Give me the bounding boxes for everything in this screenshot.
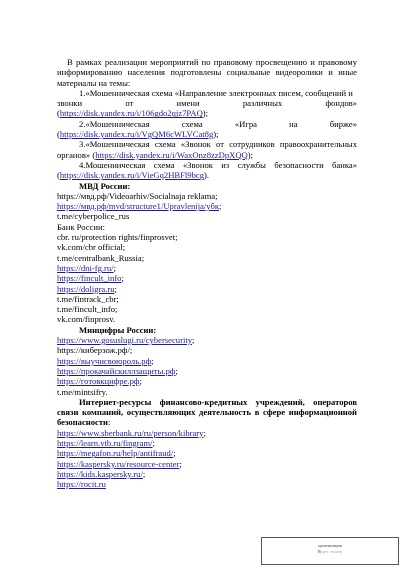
resource-suffix: ;: [192, 335, 195, 346]
resource-line: [57, 438, 357, 448]
resource-suffix: ;: [139, 376, 142, 387]
resource-line: [57, 284, 357, 294]
resource-link[interactable]: https://learn.vtb.ru/fingram/: [57, 437, 153, 448]
resource-line: [57, 263, 357, 273]
resource-line: [57, 242, 357, 252]
resource-link[interactable]: https://готовкцифре.рф: [57, 376, 140, 387]
resource-line: [57, 479, 357, 489]
resource-line: [57, 314, 357, 324]
item-1-line-1: 1.«Мошенническая схема «Направление электронных писем, сообщений и: [79, 87, 353, 98]
item-1-line-3: (https://disk.yandex.ru/i/106gdo2qjz7PAQ);: [57, 108, 209, 119]
resource-suffix: ;: [152, 437, 155, 448]
internet-list: [57, 428, 357, 490]
resource-link[interactable]: https://doligra.ru: [57, 283, 115, 294]
resource-suffix: ;: [203, 427, 206, 438]
resource-text: Банк России:: [57, 221, 105, 232]
resource-text: vk.com/finprosv.: [57, 314, 116, 325]
item-4-paragraph: 4.Мошенническая схема «Звонок из службы безопасности банка» (https://disk.yandex.ru/i/VieGq2HBFl9bcg).: [57, 159, 357, 181]
resource-link[interactable]: https://rocit.ru: [57, 479, 106, 490]
resource-line: [57, 211, 357, 221]
resource-line: [57, 201, 357, 211]
item-4-link[interactable]: https://disk.yandex.ru/i/VieGq2HBFl9bcg: [59, 170, 205, 181]
resource-suffix: ;: [219, 201, 222, 212]
internet-heading: Интернет-ресурсы финансово-кредитных учреждений, операторов связи компаний, осуществляющих деятельность в сфере информационной безопасности:: [57, 396, 357, 428]
resource-link[interactable]: https://megafon.ru/help/antifraud/: [57, 448, 174, 459]
resource-line: [57, 232, 357, 242]
resource-suffix: ;: [113, 262, 116, 273]
resource-link[interactable]: https://прокачайскиллзащиты.рф: [57, 365, 176, 376]
resource-line: [57, 294, 357, 304]
item-1-link[interactable]: https://disk.yandex.ru/i/106gdo2qjz7PAQ: [59, 108, 203, 119]
registration-stamp: [261, 537, 399, 565]
resource-text: t.me/mintsifry.: [57, 386, 108, 397]
resource-line: [57, 366, 357, 376]
resource-text: t.me/cyberpolice_rus: [57, 211, 130, 222]
resource-text: cbr. ru/protection rights/finprosvet;: [57, 232, 178, 243]
resource-text: t.me/fintrack_cbr;: [57, 293, 119, 304]
resource-text: t.me/centralbank_Russia;: [57, 252, 145, 263]
mintsifry-heading: Минцифры России:: [79, 324, 157, 335]
resource-line: [57, 376, 357, 386]
resource-line: [57, 335, 357, 345]
item-3-link[interactable]: https://disk.yandex.ru/i/WaxOnz8zzDpXQQ: [95, 149, 248, 160]
resource-link[interactable]: https://www.gosuslugi.ru/cybersecurity: [57, 335, 193, 346]
resource-suffix: ;: [114, 283, 117, 294]
resource-suffix: ;: [151, 355, 154, 366]
resource-suffix: ;: [142, 468, 146, 479]
resource-text: https://киберзож.рф/;: [57, 345, 133, 356]
intro-paragraph: В рамках реализации мероприятий по правовому просвещению и правовому информированию населения подготовлены социальные видеоролики и иные материалы на темы:: [57, 57, 357, 88]
resource-suffix: ;: [179, 458, 182, 469]
resource-link[interactable]: https://www.sberbank.ru/ru/person/kibrary: [57, 427, 204, 438]
resource-text: vk.com/cbr official;: [57, 242, 126, 253]
resource-link[interactable]: https://выучисвоюроль.рф: [57, 355, 152, 366]
item-3-paragraph: 3.«Мошенническая схема «Звонок от сотрудников правоохранительных органов» (https://disk.yandex.ru/i/WaxOnz8zzDpXQQ);: [57, 139, 357, 160]
resource-suffix: ;: [175, 365, 178, 376]
mintsifry-list: [57, 335, 357, 397]
item-1-line-2: звонки от имени различных фондов»: [57, 98, 357, 109]
resource-line: [57, 448, 357, 458]
resource-line: [57, 253, 357, 263]
resource-line: [57, 387, 357, 397]
item-2-line-2: (https://disk.yandex.ru/i/VgQM6cWLVCat8g);: [57, 129, 219, 140]
resource-line: [57, 222, 357, 232]
resource-text: https://мвд.рф/Videoarhiv/Socialnaja reklama;: [57, 190, 218, 201]
resource-line: [57, 304, 357, 314]
resource-link[interactable]: https://kids.kaspersky.ru/: [57, 468, 143, 479]
stamp-org: организация: [318, 543, 342, 548]
resource-line: [57, 345, 357, 355]
resource-text: t.me/fincult_info;: [57, 304, 118, 315]
resource-line: [57, 428, 357, 438]
mvd-heading: МВД России:: [79, 180, 131, 191]
resource-line: [57, 191, 357, 201]
resource-suffix: ;: [121, 273, 124, 284]
document-body: [57, 57, 357, 489]
resource-suffix: ;: [173, 448, 176, 459]
resource-link[interactable]: https://dni-fg.ru/: [57, 262, 114, 273]
resource-line: [57, 273, 357, 283]
mvd-list: [57, 191, 357, 325]
resource-line: [57, 459, 357, 469]
stamp-number: № рег. номер: [317, 549, 343, 554]
resource-link[interactable]: https://fincult_info: [57, 273, 122, 284]
item-2-line-1: 2.«Мошенническая схема «Игра на бирже»: [79, 118, 357, 129]
item-2-link[interactable]: https://disk.yandex.ru/i/VgQM6cWLVCat8g: [59, 129, 214, 140]
resource-line: [57, 469, 357, 479]
resource-link[interactable]: https://kaspersky.ru/resource-center: [57, 458, 180, 469]
resource-link[interactable]: https://мвд.рф/mvd/structure1/Upravlenija/убк: [57, 201, 220, 212]
resource-line: [57, 356, 357, 366]
